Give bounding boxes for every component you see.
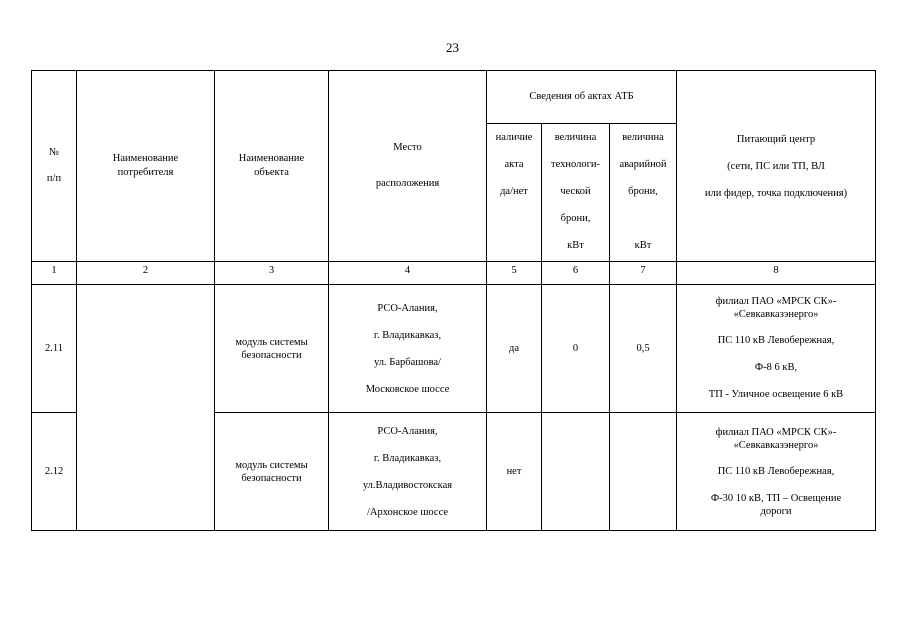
header-power-center: Питающий центр (сети, ПС или ТП, ВЛ или фидер, точка подключения) — [677, 71, 876, 262]
header-act: наличие акта да/нет — [487, 124, 542, 262]
object-name: модуль системы безопасности — [215, 413, 329, 531]
emergency-reserve-cell — [610, 413, 677, 531]
tech-reserve-cell — [542, 413, 610, 531]
power-center-cell — [677, 413, 876, 531]
power-center-line: Ф-30 10 кВ, ТП – Освещение дороги — [710, 492, 842, 517]
power-center-line: филиал ПАО «МРСК СК»- «Севкавказэнерго» — [715, 296, 837, 320]
column-number: 6 — [542, 262, 610, 285]
column-number: 7 — [610, 262, 677, 285]
column-number: 2 — [77, 262, 215, 285]
row-number: 2.12 — [32, 413, 77, 531]
column-number: 3 — [215, 262, 329, 285]
power-center-line: филиал ПАО «МРСК СК»- «Севкавказэнерго» — [715, 426, 837, 451]
header-consumer — [77, 71, 215, 262]
header-atb-group: Сведения об актах АТБ — [487, 71, 677, 124]
column-number: 4 — [329, 262, 487, 285]
act-cell: нет — [487, 413, 542, 531]
header-number-line2: п/п — [46, 173, 62, 184]
header-number — [32, 71, 77, 262]
location-cell: РСО-Алания, г. Владикавказ, ул. Барбашова/ Московское шоссе — [329, 285, 487, 413]
header-location: Место расположения — [329, 71, 487, 262]
column-number: 5 — [487, 262, 542, 285]
location-cell: РСО-Алания, г. Владикавказ, ул.Владивостокская /Архонское шоссе — [329, 413, 487, 531]
power-center-line: ПС 110 кВ Левобережная, — [717, 335, 835, 346]
header-emergency-reserve: величина аварийной брони, кВт — [610, 124, 677, 262]
power-center-cell — [677, 285, 876, 413]
header-consumer-text: Наименование потребителя — [112, 153, 179, 178]
emergency-reserve-cell: 0,5 — [610, 285, 677, 413]
object-name: модуль системы безопасности — [215, 285, 329, 413]
power-center-line: ТП - Уличное освещение 6 кВ — [708, 389, 844, 400]
act-cell: да — [487, 285, 542, 413]
column-number: 8 — [677, 262, 876, 285]
consumer-cell — [77, 285, 215, 531]
power-center-line: Ф-8 6 кВ, — [754, 362, 798, 373]
consumers-table — [31, 70, 876, 531]
tech-reserve-cell: 0 — [542, 285, 610, 413]
page-number: 23 — [446, 40, 459, 55]
header-object — [215, 71, 329, 262]
table-row — [32, 285, 876, 413]
power-center-line: ПС 110 кВ Левобережная, — [717, 465, 835, 477]
column-number-row — [32, 262, 876, 285]
column-number: 1 — [32, 262, 77, 285]
row-number: 2.11 — [32, 285, 77, 413]
header-tech-reserve: величина технологи- ческой брони, кВт — [542, 124, 610, 262]
header-number-line1: № — [48, 147, 60, 158]
header-object-text: Наименование объекта — [238, 153, 305, 178]
